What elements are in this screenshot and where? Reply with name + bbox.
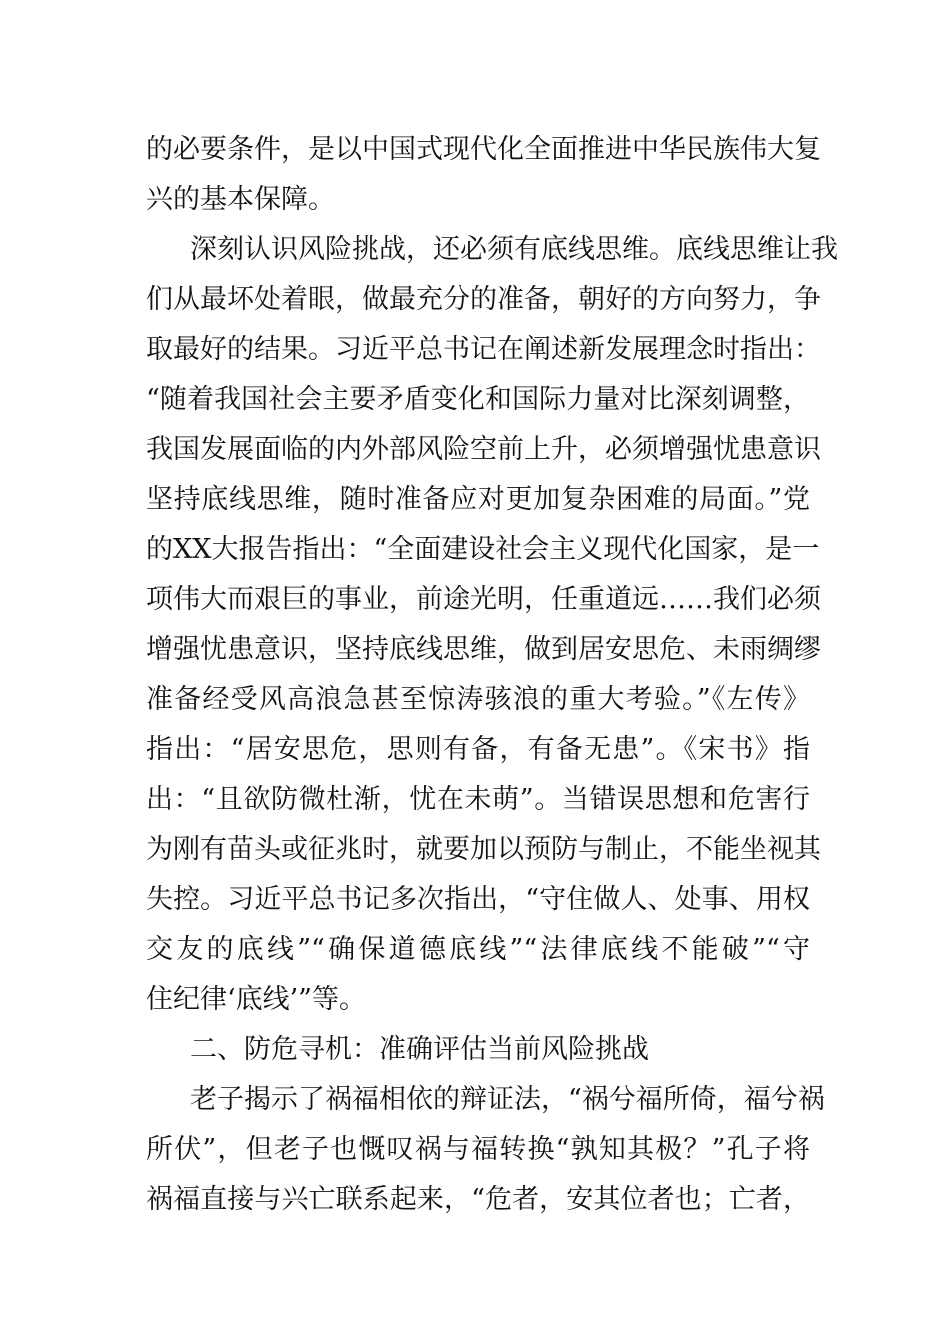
body-text-line: 坚持底线思维，随时准备应对更加复杂困难的局面。”党: [146, 484, 810, 515]
body-text-line: “随着我国社会主要矛盾变化和国际力量对比深刻调整，: [146, 384, 810, 415]
body-text-line: 取最好的结果。习近平总书记在阐述新发展理念时指出：: [146, 334, 821, 365]
body-text-line: 准备经受风高浪急甚至惊涛骇浪的重大考验。”《左传》: [146, 684, 810, 715]
section-heading: 二、防危寻机：准确评估当前风险挑战: [190, 1034, 649, 1065]
body-text-line: 的XX大报告指出：“全面建设社会主义现代化国家，是一: [146, 534, 820, 565]
body-text-line: 所伏”，但老子也慨叹祸与福转换“孰知其极？”孔子将: [146, 1134, 810, 1165]
body-text-line: 祸福直接与兴亡联系起来，“危者，安其位者也；亡者，: [146, 1184, 810, 1215]
body-text-line: 老子揭示了祸福相依的辩证法，“祸兮福所倚，福兮祸: [190, 1084, 825, 1115]
body-text-line: 项伟大而艰巨的事业，前途光明，任重道远……我们必须: [146, 584, 821, 615]
body-text-line: 我国发展面临的内外部风险空前上升，必须增强忧患意识: [146, 434, 821, 465]
body-text-line: 的必要条件，是以中国式现代化全面推进中华民族伟大复: [146, 134, 821, 165]
body-text-line: 失控。习近平总书记多次指出，“守住做人、处事、用权: [146, 884, 810, 915]
body-text-line: 们从最坏处着眼，做最充分的准备，朝好的方向努力，争: [146, 284, 821, 315]
body-text-line: 住纪律‘底线’”等。: [146, 984, 366, 1015]
body-text-line: 出：“且欲防微杜渐，忧在未萌”。当错误思想和危害行: [146, 784, 810, 815]
body-text-line: 指出：“居安思危，思则有备，有备无患”。《宋书》指: [146, 734, 810, 765]
body-text-line: 兴的基本保障。: [146, 184, 335, 215]
body-text-line: 为刚有苗头或征兆时，就要加以预防与制止，不能坐视其: [146, 834, 821, 865]
body-text-line: 交友的底线”“确保道德底线”“法律底线不能破”“守: [146, 934, 810, 965]
body-text-line: 增强忧患意识，坚持底线思维，做到居安思危、未雨绸缪: [146, 634, 821, 665]
body-text-line: 深刻认识风险挑战，还必须有底线思维。底线思维让我: [190, 234, 838, 265]
